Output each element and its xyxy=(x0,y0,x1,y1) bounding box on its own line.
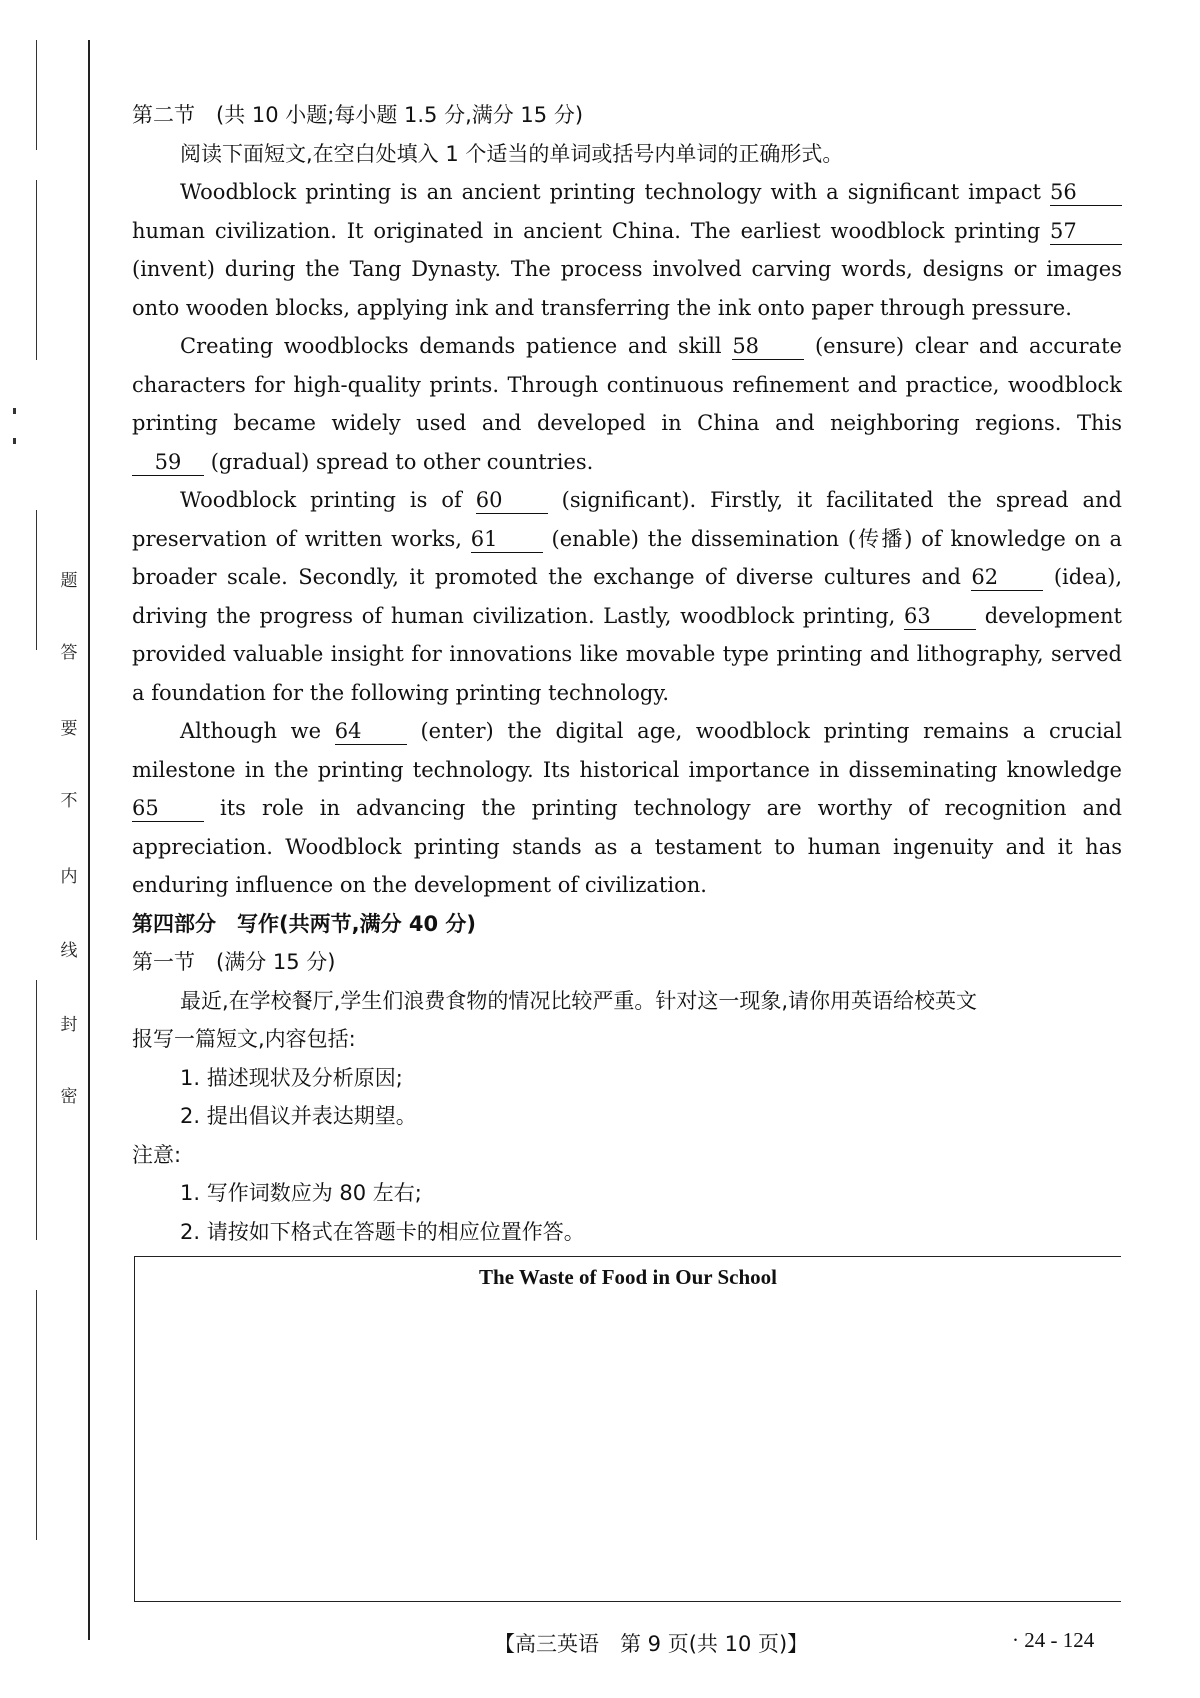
margin-dot xyxy=(13,408,16,414)
passage-text: characters for high-quality prints. Through continuous refinement and practice, woodblock xyxy=(132,372,1122,397)
margin-tick xyxy=(36,180,37,360)
margin-label: 不 xyxy=(60,791,78,811)
cloze-blank: 59 xyxy=(132,449,204,476)
margin-label: 题 xyxy=(60,571,78,591)
margin-tick xyxy=(36,980,37,1240)
passage-text: preservation of written works, xyxy=(132,526,462,551)
passage-text: (enable) the dissemination (传播) of knowledge on a xyxy=(551,526,1122,551)
passage-line xyxy=(132,635,1122,674)
cloze-blank: 65 xyxy=(132,795,204,822)
passage-line xyxy=(132,520,1122,559)
exam-code: · 24 - 124 xyxy=(1012,1628,1095,1652)
passage-text: onto wooden blocks, applying ink and transferring the ink onto paper through pressure. xyxy=(132,295,1072,320)
passage-line xyxy=(132,712,1122,751)
margin-tick xyxy=(36,510,37,650)
passage-line xyxy=(132,212,1122,251)
passage-text: Creating woodblocks demands patience and skill xyxy=(180,334,722,358)
passage-line xyxy=(132,481,1122,520)
passage-text: human civilization. It originated in ancient China. The earliest woodblock printing xyxy=(132,218,1041,243)
passage-line xyxy=(132,289,1122,328)
passage-text: a foundation for the following printing technology. xyxy=(132,680,670,705)
passage-line xyxy=(132,250,1122,289)
note-item: 1. 写作词数应为 80 左右; xyxy=(180,1181,422,1205)
margin-tick xyxy=(36,1290,37,1540)
passage-line xyxy=(132,674,1122,713)
note-item: 2. 请按如下格式在答题卡的相应位置作答。 xyxy=(180,1219,585,1244)
passage-text: (idea), xyxy=(1053,565,1122,589)
passage-text: development xyxy=(984,603,1122,628)
margin-label: 密 xyxy=(60,1087,78,1107)
passage-text: appreciation. Woodblock printing stands as a testament to human ingenuity and it has xyxy=(132,834,1122,859)
passage-text: (ensure) clear and accurate xyxy=(814,334,1122,358)
cloze-blank: 58 xyxy=(732,333,804,360)
passage-text: its role in advancing the printing technology are worthy of recognition and xyxy=(220,796,1122,820)
passage-text: (significant). Firstly, it facilitated the spread and xyxy=(561,488,1122,512)
cloze-blank: 56 xyxy=(1050,179,1122,206)
passage-line xyxy=(132,828,1122,867)
margin-label: 封 xyxy=(60,1015,78,1035)
cloze-blank: 62 xyxy=(971,564,1043,591)
cloze-blank: 60 xyxy=(476,487,548,514)
passage-text: (enter) the digital age, woodblock printing remains a crucial xyxy=(420,719,1122,743)
writing-point: 2. 提出倡议并表达期望。 xyxy=(180,1104,417,1128)
passage-line xyxy=(132,597,1122,636)
passage-text: Woodblock printing is an ancient printing technology with a significant impact xyxy=(180,180,1041,204)
margin-label: 答 xyxy=(60,643,78,663)
passage-text: milestone in the printing technology. Its historical importance in disseminating knowledge xyxy=(132,757,1122,782)
passage-text: Woodblock printing is of xyxy=(180,488,462,512)
section-instruction: 阅读下面短文,在空白处填入 1 个适当的单词或括号内单词的正确形式。 xyxy=(180,141,844,166)
note-label: 注意: xyxy=(132,1142,182,1167)
passage-text: Although we xyxy=(180,719,322,743)
page-number: 【高三英语 第 9 页(共 10 页)】 xyxy=(494,1632,809,1656)
passage-text: printing became widely used and developed in China and neighboring regions. This xyxy=(132,411,1122,435)
passage-line xyxy=(132,366,1122,405)
exam-content xyxy=(132,96,1122,1251)
passage-line xyxy=(132,866,1122,905)
passage-line xyxy=(132,327,1122,366)
writing-prompt: 最近,在学校餐厅,学生们浪费食物的情况比较严重。针对这一现象,请你用英语给校英文 xyxy=(180,988,978,1013)
passage-line xyxy=(132,558,1122,597)
margin-tick xyxy=(36,40,37,150)
answer-box xyxy=(134,1256,1121,1602)
margin-dot xyxy=(13,438,16,444)
passage-line xyxy=(132,443,1122,482)
writing-section-heading: 第一节 (满分 15 分) xyxy=(132,950,336,974)
answer-box-title: The Waste of Food in Our School xyxy=(479,1265,777,1289)
margin-label: 内 xyxy=(60,867,78,887)
passage-line xyxy=(132,789,1122,828)
passage-line xyxy=(132,173,1122,212)
passage-text: driving the progress of human civilization. Lastly, woodblock printing, xyxy=(132,603,896,628)
passage-text: provided valuable insight for innovations like movable type printing and lithography, served xyxy=(132,642,1122,666)
section-heading: 第二节 (共 10 小题;每小题 1.5 分,满分 15 分) xyxy=(132,103,584,127)
passage-line xyxy=(132,751,1122,790)
cloze-blank: 57 xyxy=(1050,218,1122,245)
cloze-blank: 61 xyxy=(471,526,543,553)
cloze-passage xyxy=(132,173,1122,905)
passage-text: enduring influence on the development of civilization. xyxy=(132,873,707,897)
passage-text: (invent) during the Tang Dynasty. The process involved carving words, designs or images xyxy=(132,257,1122,281)
margin-rule xyxy=(88,40,90,1640)
margin-label: 线 xyxy=(60,941,78,961)
passage-text: broader scale. Secondly, it promoted the exchange of diverse cultures and xyxy=(132,565,961,589)
cloze-blank: 63 xyxy=(904,603,976,630)
margin-label: 要 xyxy=(60,719,78,739)
writing-point: 1. 描述现状及分析原因; xyxy=(180,1065,403,1090)
cloze-blank: 64 xyxy=(335,718,407,745)
passage-text: (gradual) spread to other countries. xyxy=(210,449,594,474)
part-heading: 第四部分 写作(共两节,满分 40 分) xyxy=(132,911,477,936)
passage-line xyxy=(132,404,1122,443)
writing-prompt: 报写一篇短文,内容包括: xyxy=(132,1027,356,1051)
